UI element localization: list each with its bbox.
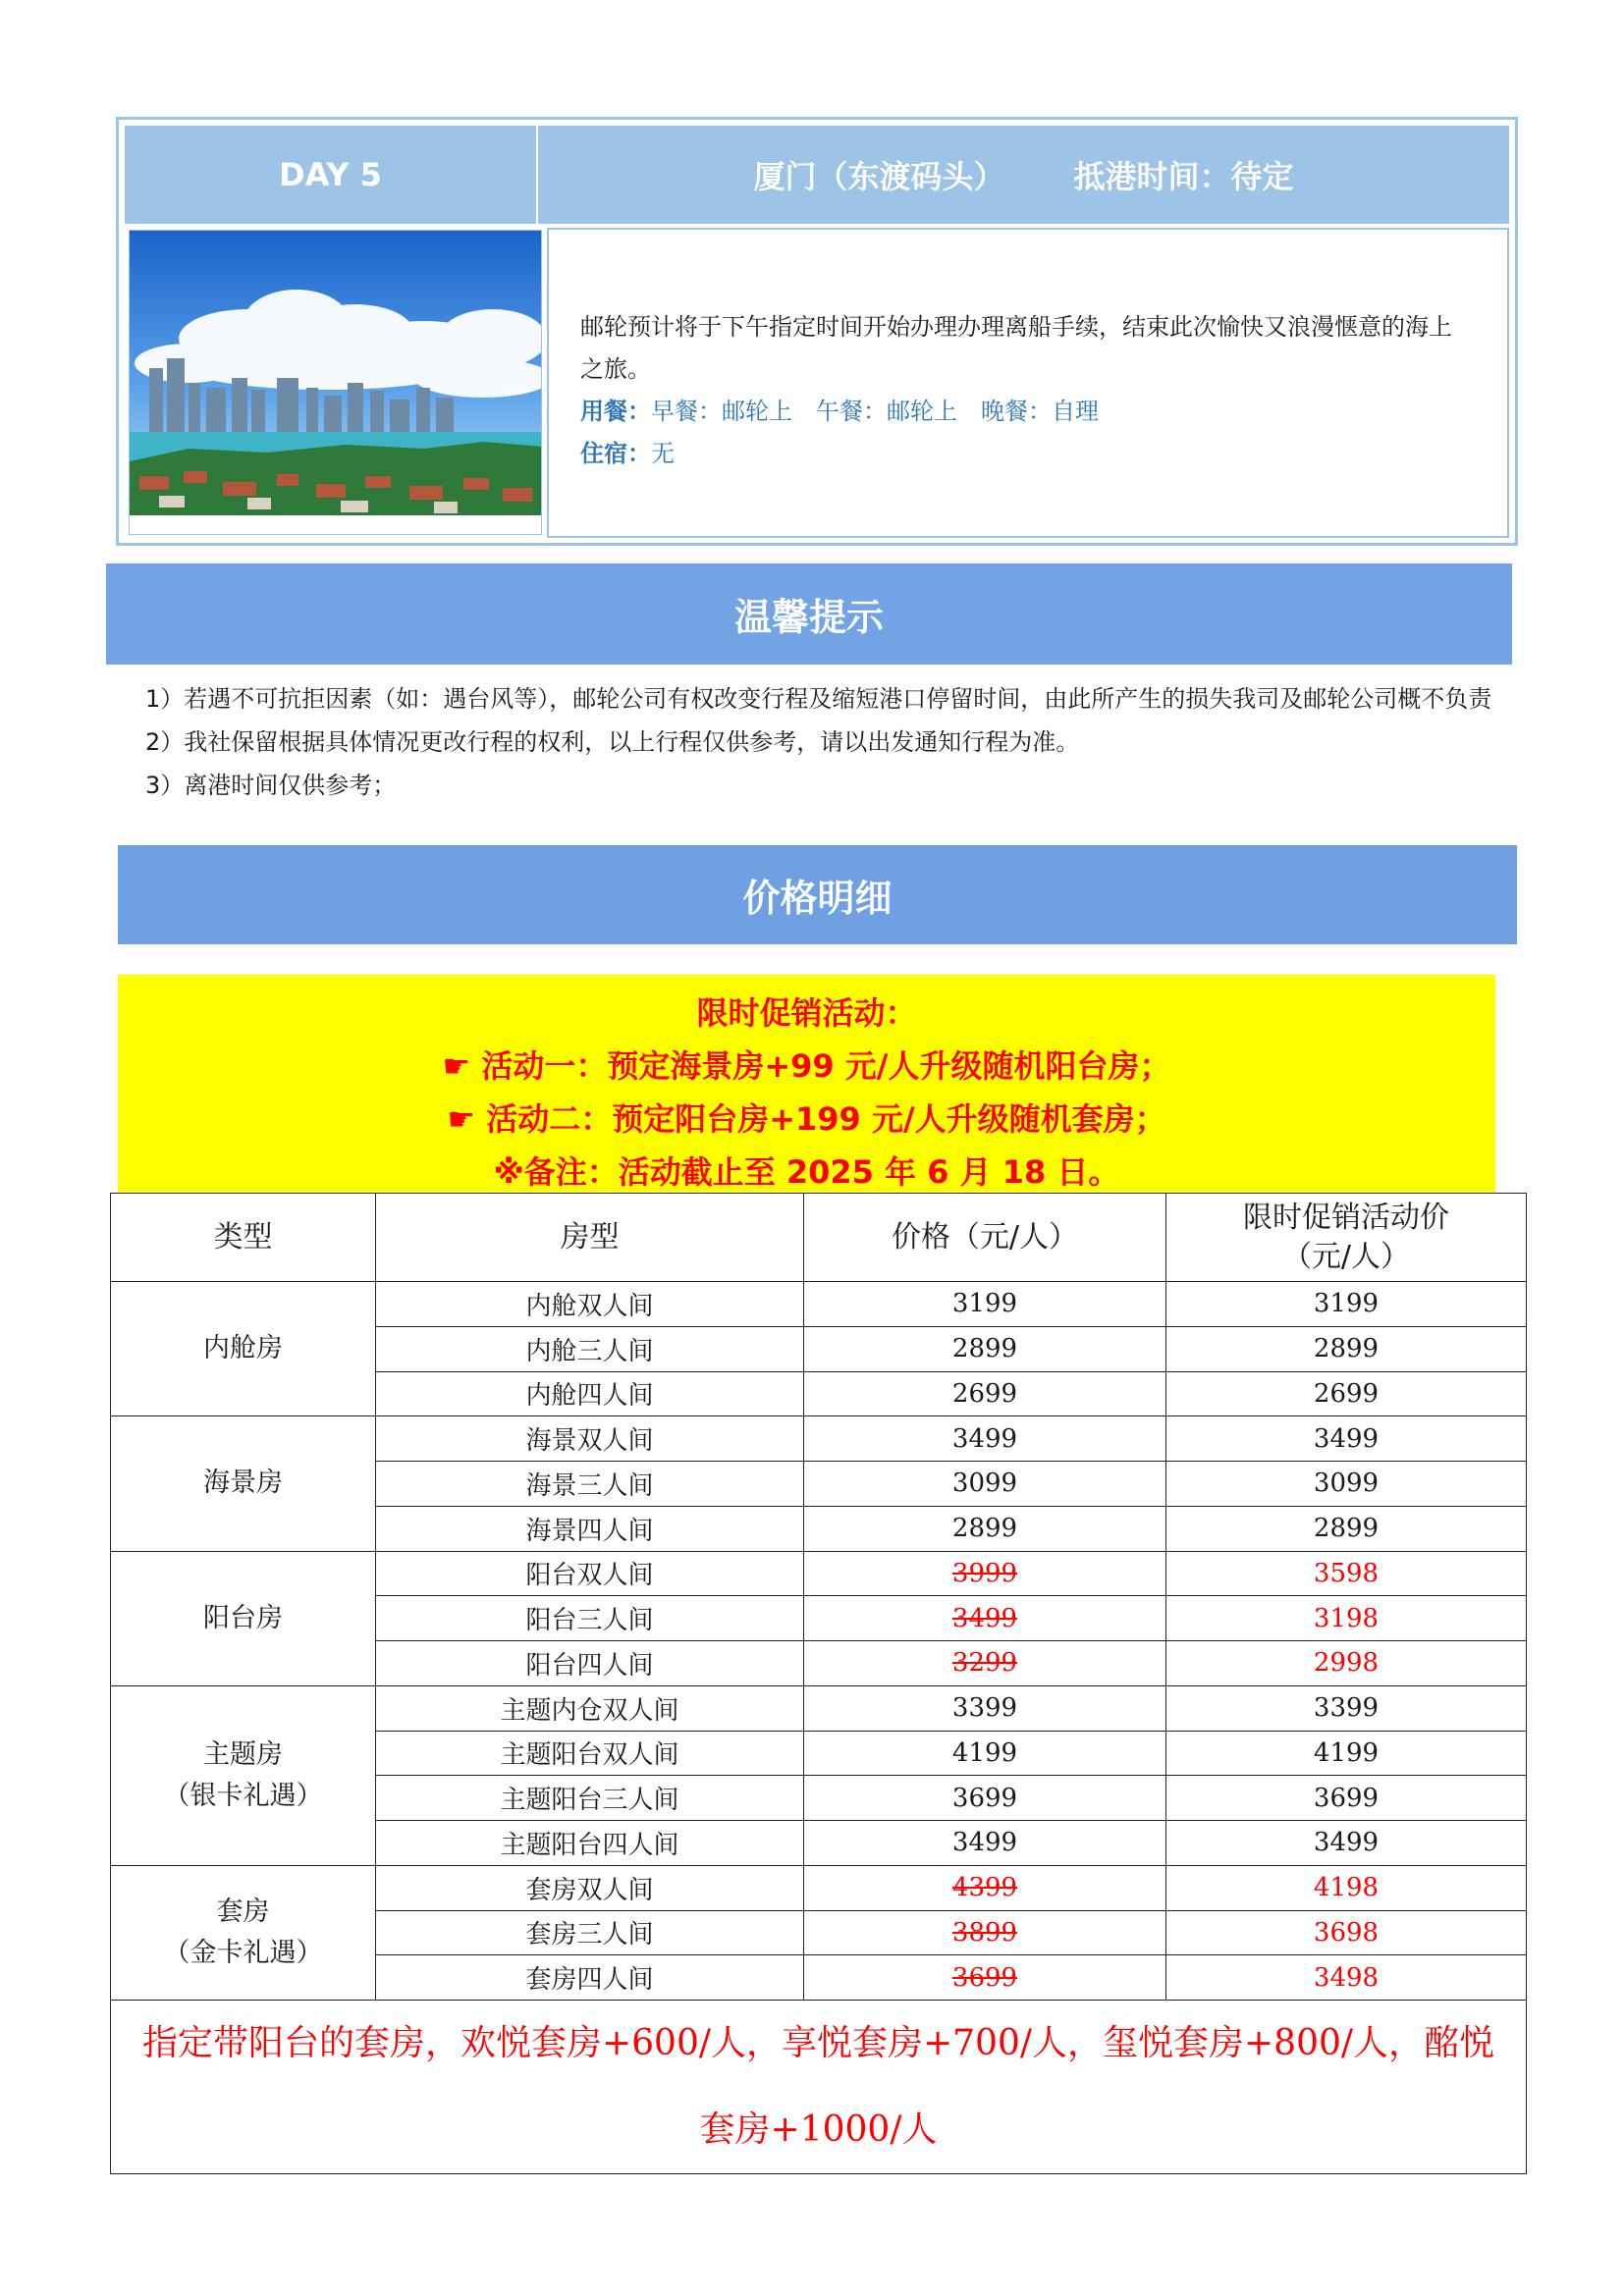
room-type: 海景四人间 [376,1506,804,1551]
room-type: 阳台三人间 [376,1596,804,1641]
room-price: 3699 [804,1955,1166,2001]
room-promo-price: 2899 [1166,1326,1527,1371]
day-card [116,117,1518,546]
day-label: DAY 5 [125,126,538,224]
suite-upgrade-note: 指定带阳台的套房，欢悦套房+600/人，享悦套房+700/人，玺悦套房+800/人，酩悦套房+1000/人 [111,2001,1527,2174]
meals-label: 用餐： [580,398,651,425]
room-price: 2899 [804,1506,1166,1551]
promo-heading: 限时促销活动： [696,994,917,1032]
city-skyline-illustration [130,231,542,535]
table-row [111,1416,1527,1462]
meals-value: 早餐：邮轮上 午餐：邮轮上 晚餐：自理 [651,398,1099,425]
day-port-row [538,126,1509,224]
room-promo-price: 3198 [1166,1596,1527,1641]
lodging-label: 住宿： [580,440,651,467]
room-promo-price: 4199 [1166,1731,1527,1776]
room-promo-price: 2899 [1166,1506,1527,1551]
header-room: 房型 [376,1194,804,1282]
tip-item-3: 3）离港时间仅供参考； [145,772,397,799]
room-type: 海景双人间 [376,1416,804,1462]
header-price: 价格（元/人） [804,1194,1166,1282]
header-promo-price: 限时促销活动价 （元/人） [1166,1194,1527,1282]
price-table-header [111,1194,1527,1282]
room-promo-price: 3499 [1166,1821,1527,1866]
table-row [111,1865,1527,1910]
room-price: 3299 [804,1641,1166,1686]
room-category: 套房 （金卡礼遇） [111,1865,376,2000]
room-promo-price: 3699 [1166,1776,1527,1821]
table-row [111,1282,1527,1327]
room-promo-price: 3498 [1166,1955,1527,2001]
room-price: 3699 [804,1776,1166,1821]
tips-title: 温馨提示 [106,563,1512,665]
room-type: 内舱四人间 [376,1371,804,1416]
room-promo-price: 3399 [1166,1685,1527,1731]
room-price: 3999 [804,1551,1166,1596]
room-category: 主题房 （银卡礼遇） [111,1685,376,1865]
room-type: 阳台双人间 [376,1551,804,1596]
room-category: 阳台房 [111,1551,376,1685]
room-type: 主题阳台三人间 [376,1776,804,1821]
room-price: 4199 [804,1731,1166,1776]
day-description: 邮轮预计将于下午指定时间开始办理办理离船手续，结束此次愉快又浪漫惬意的海上之旅。 [580,313,1452,383]
day-details [547,228,1509,538]
price-table [110,1193,1527,2174]
room-promo-price: 2699 [1166,1371,1527,1416]
room-category: 内舱房 [111,1282,376,1416]
room-type: 套房三人间 [376,1910,804,1955]
header-type: 类型 [111,1194,376,1282]
room-price: 4399 [804,1865,1166,1910]
day-arrival: 抵港时间：待定 [1073,158,1294,195]
room-type: 套房双人间 [376,1865,804,1910]
room-type: 套房四人间 [376,1955,804,2001]
room-type: 海景三人间 [376,1462,804,1507]
room-promo-price: 4198 [1166,1865,1527,1910]
day-port: 厦门（东渡码头） [753,158,1005,195]
room-type: 主题阳台双人间 [376,1731,804,1776]
promo-box [118,975,1495,1193]
room-price: 3399 [804,1685,1166,1731]
room-price: 3099 [804,1462,1166,1507]
room-type: 内舱三人间 [376,1326,804,1371]
room-type: 主题内仓双人间 [376,1685,804,1731]
room-promo-price: 3099 [1166,1462,1527,1507]
room-promo-price: 3598 [1166,1551,1527,1596]
room-type: 主题阳台四人间 [376,1821,804,1866]
room-price: 3499 [804,1821,1166,1866]
table-row [111,1685,1527,1731]
promo-remark: ※备注：活动截止至 2025 年 6 月 18 日。 [493,1153,1120,1191]
xiamen-city-photo [129,230,542,535]
room-price: 3199 [804,1282,1166,1327]
tip-item-1: 1）若遇不可抗拒因素（如：遇台风等），邮轮公司有权改变行程及缩短港口停留时间，由此所产生的损失我司及邮轮公司概不负责 [145,685,1492,713]
room-price: 3499 [804,1416,1166,1462]
table-row [111,1551,1527,1596]
lodging-line [580,433,1472,475]
price-table-body [111,1282,1527,2001]
room-promo-price: 2998 [1166,1641,1527,1686]
room-promo-price: 3199 [1166,1282,1527,1327]
meals-line [580,391,1472,433]
room-promo-price: 3698 [1166,1910,1527,1955]
day-header [125,126,1509,224]
room-price: 3899 [804,1910,1166,1955]
room-price: 2899 [804,1326,1166,1371]
tips-list [145,677,1500,807]
promo-activity-2: ☛ 活动二：预定阳台房+199 元/人升级随机套房； [447,1100,1166,1138]
promo-activity-1: ☛ 活动一：预定海景房+99 元/人升级随机阳台房； [442,1047,1171,1085]
room-type: 阳台四人间 [376,1641,804,1686]
room-price: 2699 [804,1371,1166,1416]
tip-item-2: 2）我社保留根据具体情况更改行程的权利，以上行程仅供参考，请以出发通知行程为准。 [145,728,1080,756]
room-type: 内舱双人间 [376,1282,804,1327]
room-promo-price: 3499 [1166,1416,1527,1462]
room-price: 3499 [804,1596,1166,1641]
lodging-value: 无 [651,440,675,467]
room-category: 海景房 [111,1416,376,1551]
price-title: 价格明细 [118,845,1517,944]
